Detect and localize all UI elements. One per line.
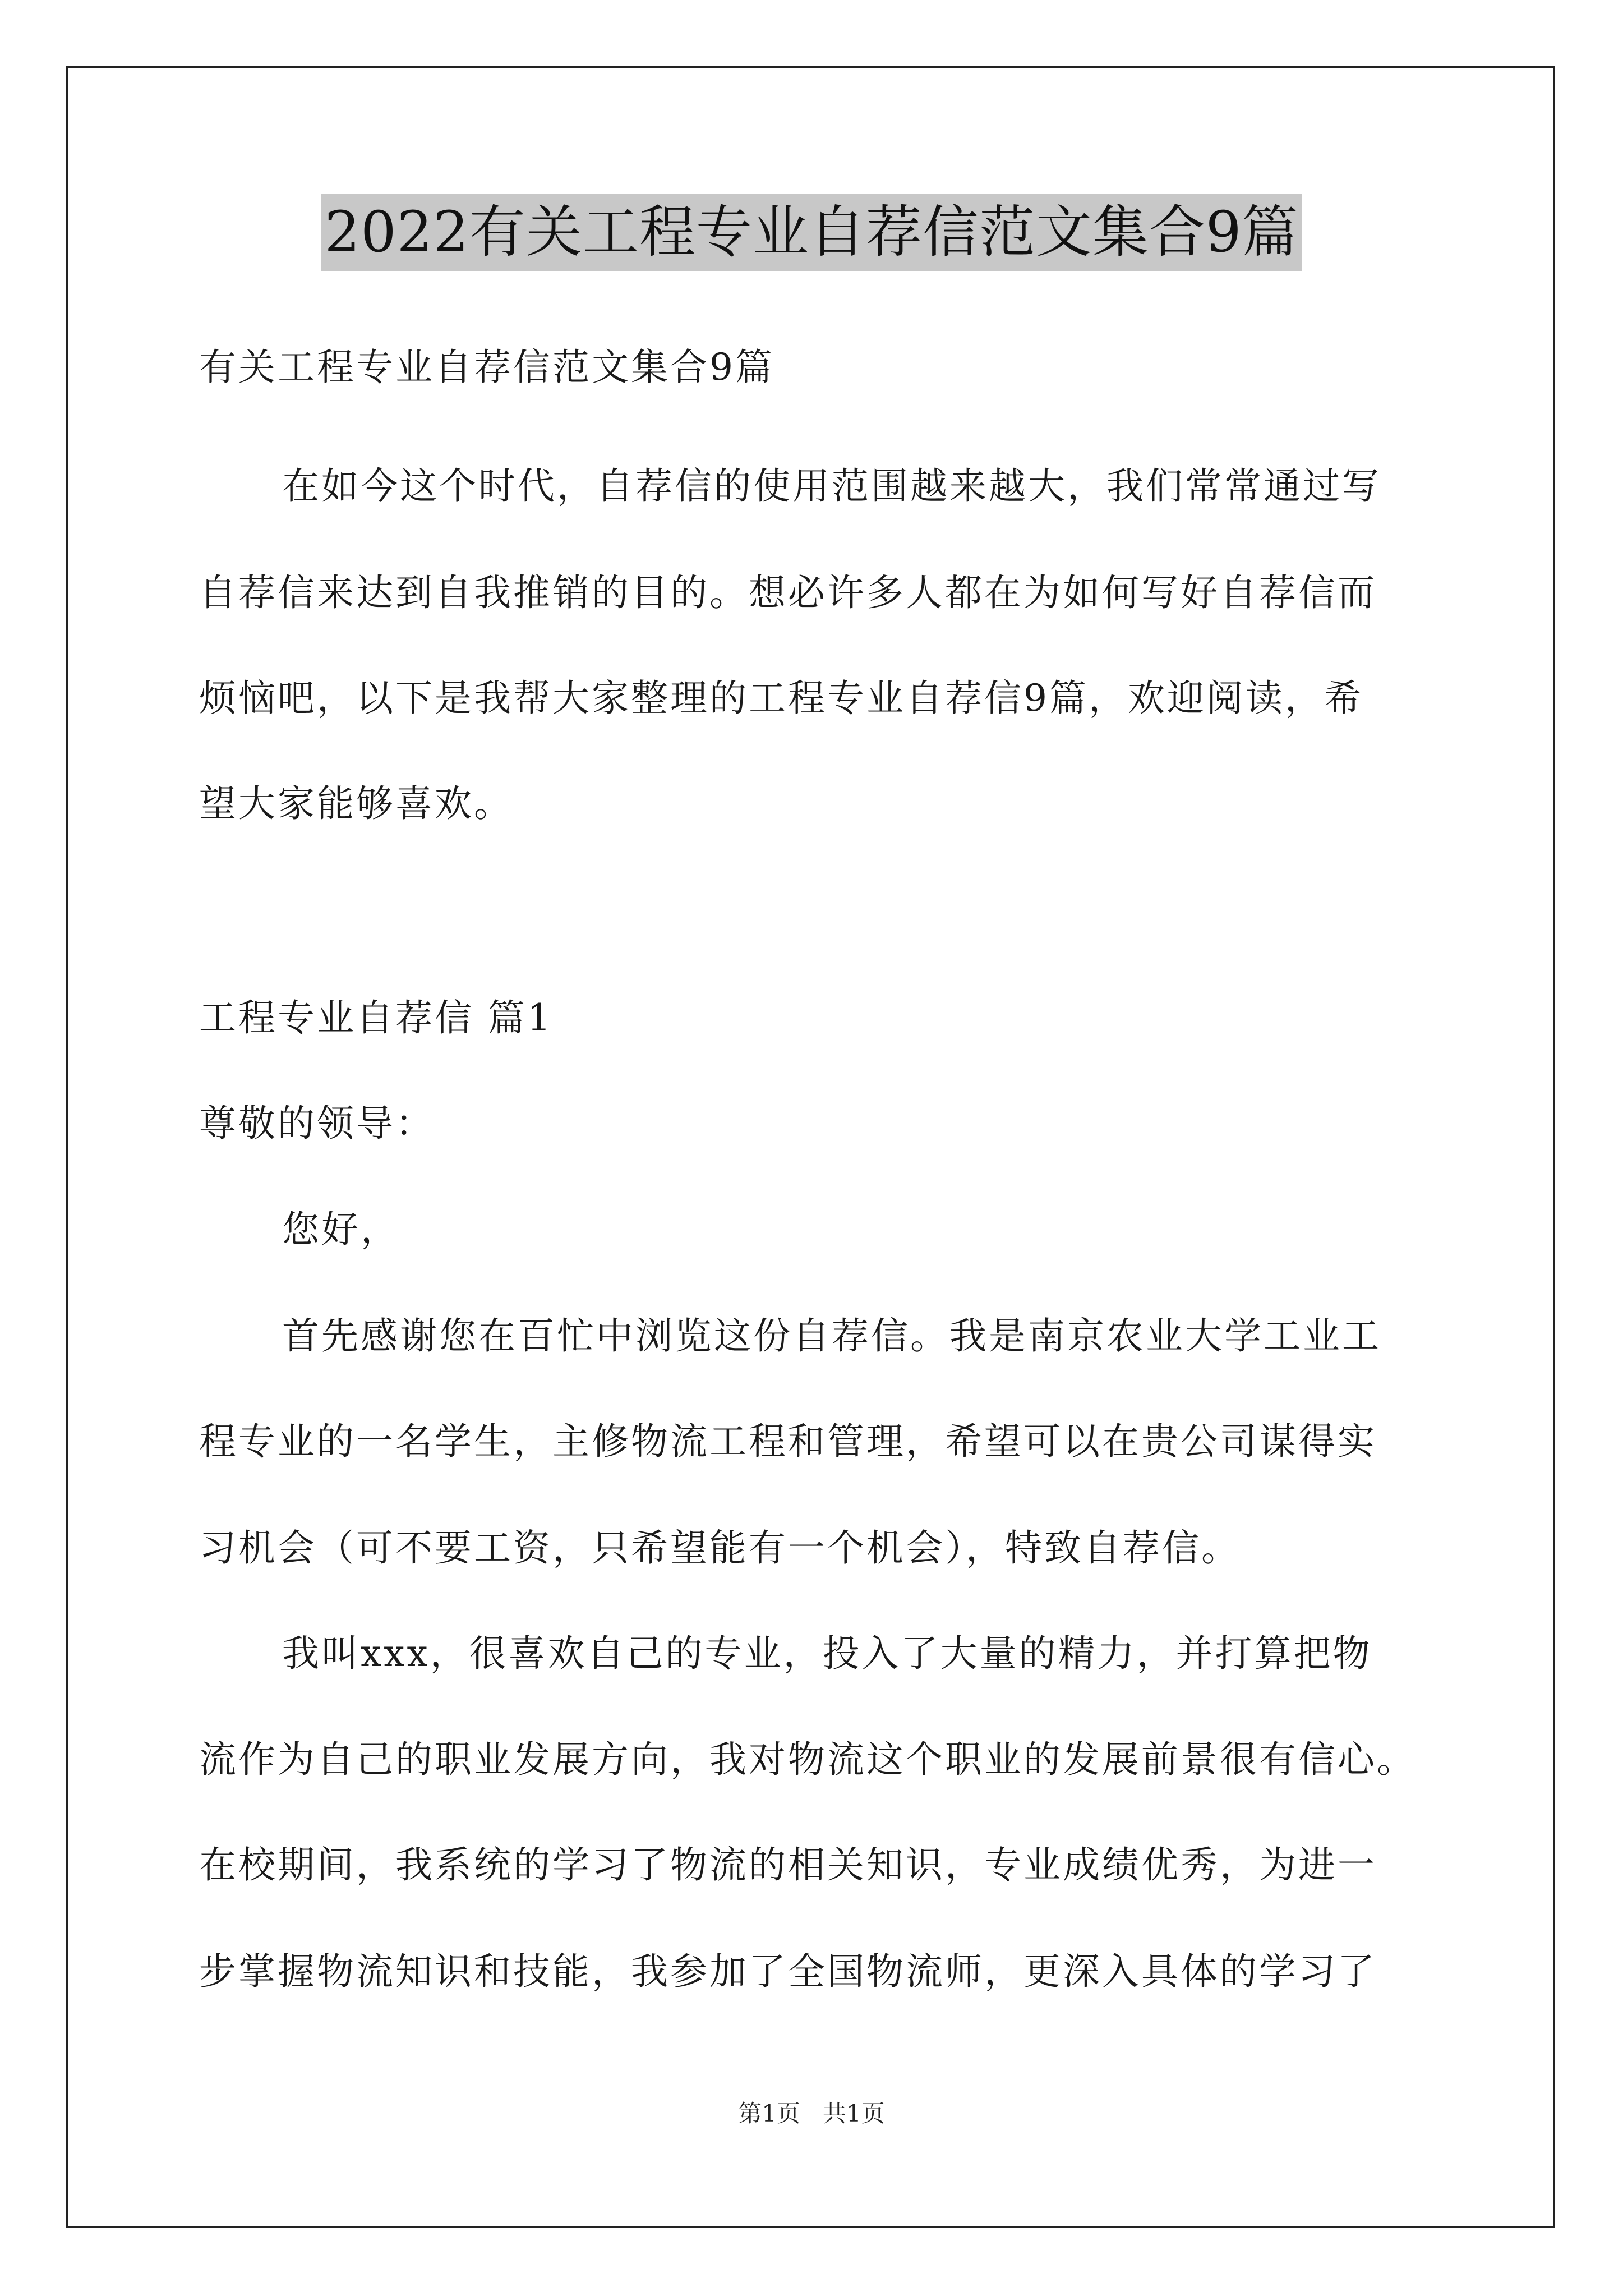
page-footer: 第1页 共1页	[738, 2100, 885, 2127]
paragraph-line: 首先感谢您在百忙中浏览这份自荐信。我是南京农业大学工业工	[282, 1314, 1381, 1358]
paragraph-line: 程专业的一名学生，主修物流工程和管理，希望可以在贵公司谋得实	[199, 1420, 1377, 1463]
paragraph-line: 我叫xxx，很喜欢自己的专业，投入了大量的精力，并打算把物	[282, 1632, 1372, 1675]
document-title: 2022有关工程专业自荐信范文集合9篇	[321, 194, 1302, 271]
title-wrap	[0, 194, 1623, 271]
greeting-line: 您好，	[282, 1208, 400, 1251]
paragraph-line: 流作为自己的职业发展方向，我对物流这个职业的发展前景很有信心。	[199, 1738, 1416, 1781]
paragraph-line: 在如今这个时代，自荐信的使用范围越来越大，我们常常通过写	[282, 464, 1381, 508]
salutation-line: 尊敬的领导：	[199, 1102, 435, 1145]
paragraph-line: 步掌握物流知识和技能，我参加了全国物流师，更深入具体的学习了	[199, 1950, 1377, 1993]
paragraph-line: 习机会（可不要工资，只希望能有一个机会），特致自荐信。	[199, 1526, 1241, 1570]
paragraph-line: 烦恼吧，以下是我帮大家整理的工程专业自荐信9篇，欢迎阅读，希	[199, 677, 1363, 720]
section-heading: 工程专业自荐信 篇1	[199, 996, 553, 1039]
paragraph-line: 望大家能够喜欢。	[199, 782, 513, 825]
paragraph-line: 在校期间，我系统的学习了物流的相关知识，专业成绩优秀，为进一	[199, 1843, 1377, 1887]
paragraph-line: 自荐信来达到自我推销的目的。想必许多人都在为如何写好自荐信而	[199, 571, 1377, 614]
subtitle-line: 有关工程专业自荐信范文集合9篇	[199, 346, 774, 389]
